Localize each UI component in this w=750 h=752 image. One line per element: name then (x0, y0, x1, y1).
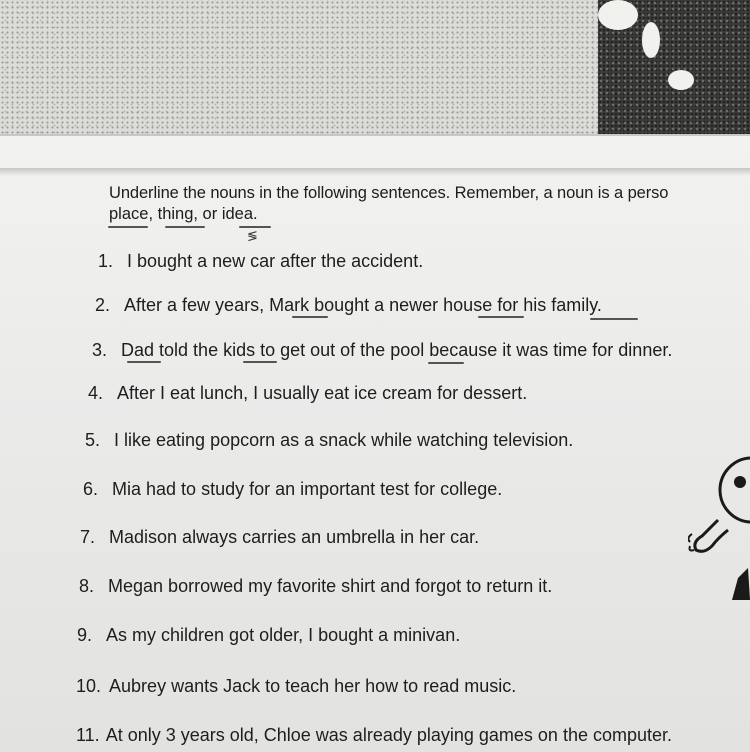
underline-dad (127, 361, 161, 363)
cartoon-character-illustration (688, 450, 750, 610)
sentence-text: After I eat lunch, I usually eat ice cream for dessert. (117, 383, 528, 403)
corner-illustration (598, 0, 750, 136)
instructions-line-2: place, thing, or idea. (109, 205, 258, 223)
underline-place (108, 226, 148, 228)
underline-kids (243, 361, 277, 363)
sentence-row (98, 251, 423, 272)
sentence-row (77, 625, 460, 646)
sentence-number: 5. (85, 430, 101, 450)
sentence-row (92, 340, 672, 361)
instructions-line-1: Underline the nouns in the following sentences. Remember, a noun is a perso (109, 184, 669, 202)
page-fold-shadow (0, 168, 750, 176)
sentence-text: Dad told the kids to get out of the pool because it was time for dinner. (121, 340, 673, 360)
sentence-row (79, 576, 552, 597)
handwritten-scribble: ≶ (247, 228, 258, 243)
sentence-text: Mia had to study for an important test for college. (112, 479, 503, 499)
sentence-row (88, 383, 527, 404)
sentence-number: 9. (77, 625, 93, 645)
sentence-text: After a few years, Mark bought a newer house for his family. (124, 295, 602, 315)
sentence-number: 11. (76, 725, 100, 745)
sentence-number: 7. (80, 527, 96, 547)
underline-family (590, 318, 638, 320)
sentence-text: Megan borrowed my favorite shirt and forgot to return it. (108, 576, 553, 596)
underline-pool (428, 362, 464, 364)
sentence-number: 6. (83, 479, 99, 499)
sentence-text: I bought a new car after the accident. (127, 251, 424, 271)
sentence-row (76, 676, 516, 697)
underline-thing (165, 226, 205, 228)
underline-house (478, 316, 524, 318)
sentence-number: 10. (76, 676, 102, 696)
sentence-row (83, 479, 502, 500)
sentence-text: At only 3 years old, Chloe was already playing games on the computer. (105, 725, 673, 745)
sentence-row (85, 430, 573, 451)
sentence-number: 1. (98, 251, 114, 271)
sentence-number: 3. (92, 340, 108, 360)
underline-mark (292, 316, 328, 318)
sentence-text: I like eating popcorn as a snack while watching television. (114, 430, 574, 450)
sentence-text: Aubrey wants Jack to teach her how to read music. (109, 676, 517, 696)
sentence-text: As my children got older, I bought a minivan. (106, 625, 461, 645)
sentence-number: 2. (95, 295, 111, 315)
sentence-number: 8. (79, 576, 95, 596)
sentence-row (76, 725, 672, 746)
sentence-number: 4. (88, 383, 104, 403)
sentence-row (95, 295, 602, 316)
sentence-text: Madison always carries an umbrella in her car. (109, 527, 480, 547)
sentence-row (80, 527, 479, 548)
